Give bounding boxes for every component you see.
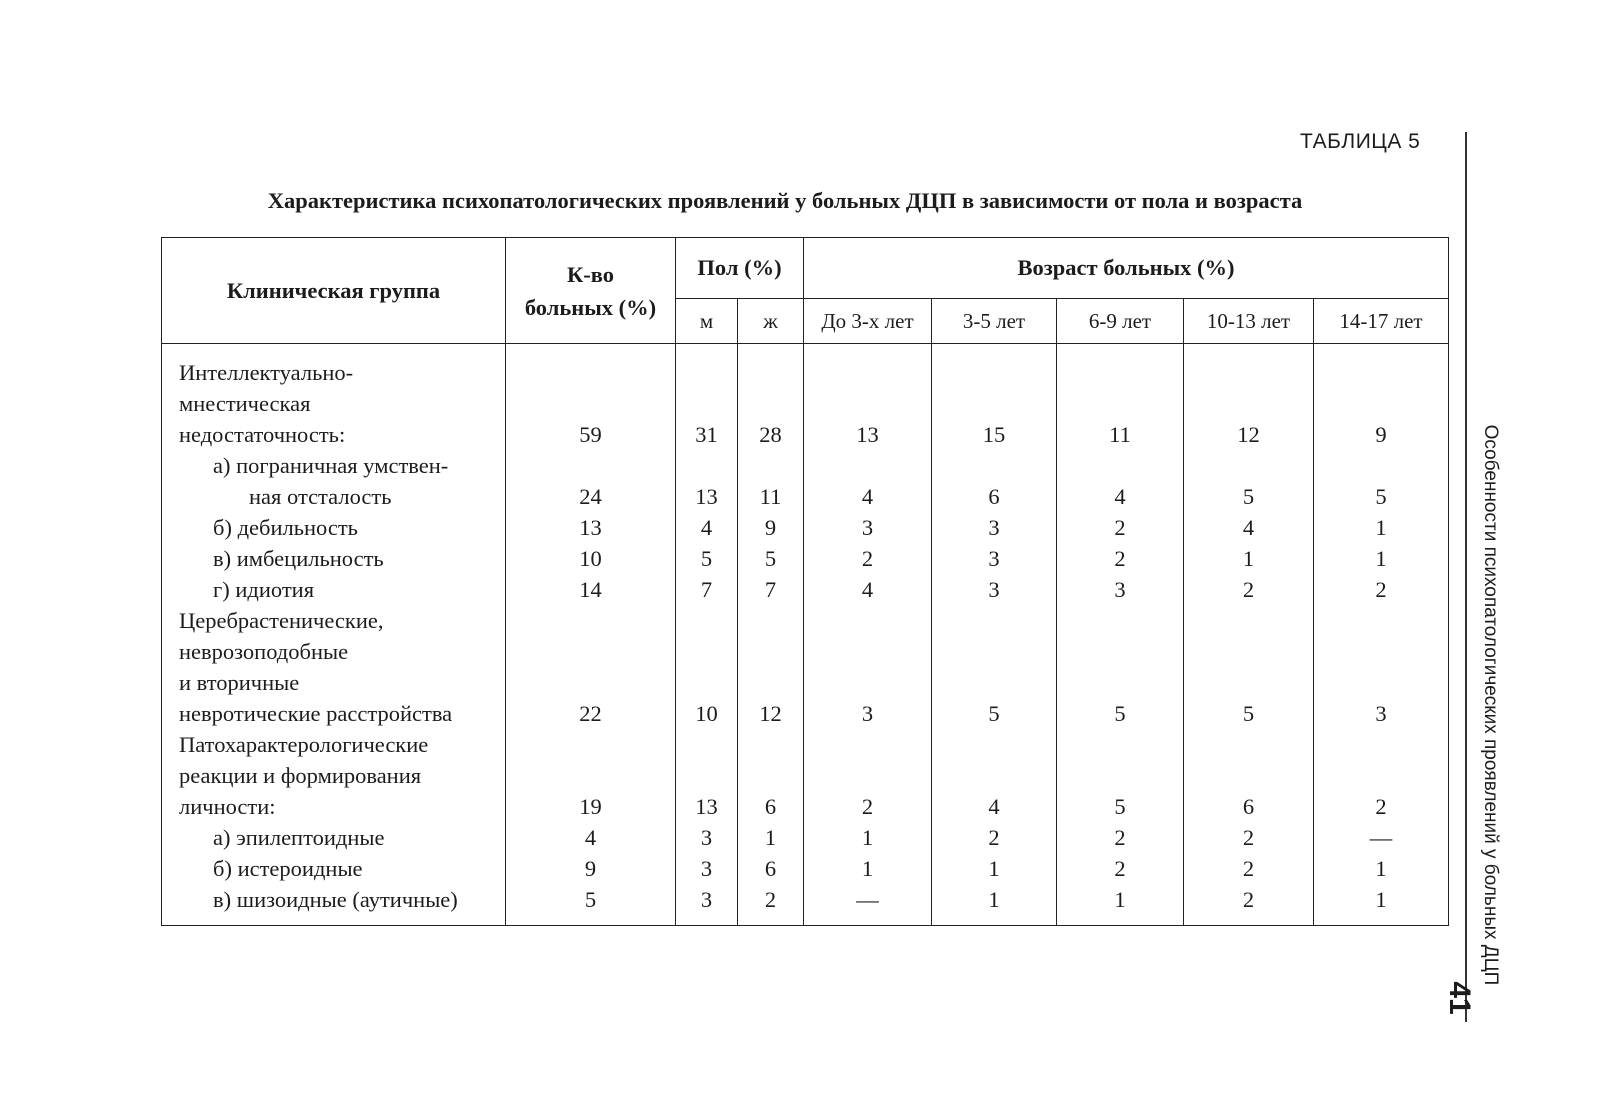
table-row (162, 636, 1449, 667)
table-row (162, 822, 1449, 853)
cell-value: 1 (1057, 884, 1184, 915)
row-label: невротические расстройства (162, 698, 506, 729)
cell-value (1184, 605, 1314, 636)
cell-value: 28 (738, 419, 804, 450)
cell-value: 11 (1057, 419, 1184, 450)
row-label: в) имбецильность (162, 543, 506, 574)
cell-value (1314, 760, 1449, 791)
table-row (162, 667, 1449, 698)
cell-value (1314, 667, 1449, 698)
table-row (162, 605, 1449, 636)
cell-value (738, 667, 804, 698)
cell-value (738, 636, 804, 667)
cell-value (804, 667, 932, 698)
cell-value: 1 (1314, 512, 1449, 543)
row-label: и вторичные (162, 667, 506, 698)
cell-value: 3 (1057, 574, 1184, 605)
cell-value: 10 (506, 543, 676, 574)
cell-value: 11 (738, 481, 804, 512)
cell-value (1057, 450, 1184, 481)
cell-value: 4 (932, 791, 1057, 822)
cell-value (1184, 388, 1314, 419)
table-row (162, 481, 1449, 512)
cell-value: 5 (738, 543, 804, 574)
cell-value (506, 388, 676, 419)
table-row (162, 450, 1449, 481)
cell-value (932, 357, 1057, 388)
cell-value: 12 (738, 698, 804, 729)
cell-value: 3 (932, 512, 1057, 543)
cell-value: 5 (1184, 698, 1314, 729)
cell-value: 9 (738, 512, 804, 543)
table-number: ТАБЛИЦА 5 (1300, 130, 1421, 153)
table-spacer-row (162, 344, 1449, 358)
cell-value: 6 (738, 791, 804, 822)
cell-value: 5 (1314, 481, 1449, 512)
running-title: Особенности психопатологических проявлений у больных ДЦП (1480, 424, 1501, 986)
cell-value (932, 636, 1057, 667)
cell-value (1314, 388, 1449, 419)
cell-value (804, 605, 932, 636)
header-age-group: 14-17 лет (1314, 299, 1449, 344)
cell-value: 3 (676, 884, 738, 915)
cell-value: 9 (506, 853, 676, 884)
row-label: неврозоподобные (162, 636, 506, 667)
page-side-rule (1465, 132, 1467, 1022)
cell-value (738, 450, 804, 481)
cell-value (676, 450, 738, 481)
row-label: Церебрастенические, (162, 605, 506, 636)
cell-value: 31 (676, 419, 738, 450)
cell-value: 2 (932, 822, 1057, 853)
cell-value: 2 (1184, 853, 1314, 884)
row-label: б) дебильность (162, 512, 506, 543)
cell-value: 3 (804, 698, 932, 729)
cell-value (932, 605, 1057, 636)
table-row (162, 853, 1449, 884)
cell-value: 12 (1184, 419, 1314, 450)
cell-value (1057, 388, 1184, 419)
cell-value (1314, 636, 1449, 667)
cell-value (1184, 357, 1314, 388)
row-label: мнестическая (162, 388, 506, 419)
cell-value: 9 (1314, 419, 1449, 450)
cell-value (1184, 636, 1314, 667)
cell-value (1184, 729, 1314, 760)
cell-value: 2 (1057, 822, 1184, 853)
cell-value: 4 (1184, 512, 1314, 543)
cell-value (1057, 667, 1184, 698)
cell-value: 5 (932, 698, 1057, 729)
cell-value (804, 388, 932, 419)
cell-value (738, 729, 804, 760)
cell-value (1057, 760, 1184, 791)
cell-value: 5 (1057, 791, 1184, 822)
row-label: ная отсталость (162, 481, 506, 512)
cell-value: 19 (506, 791, 676, 822)
header-patient-count (506, 238, 676, 344)
cell-value: 5 (676, 543, 738, 574)
header-age: Возраст больных (%) (804, 238, 1449, 299)
cell-value: 1 (738, 822, 804, 853)
cell-value (932, 450, 1057, 481)
cell-value (932, 729, 1057, 760)
cell-value (506, 357, 676, 388)
cell-value: 1 (804, 853, 932, 884)
cell-value: — (804, 884, 932, 915)
header-count-line1: К-во (566, 261, 615, 287)
cell-value: 3 (804, 512, 932, 543)
table-row (162, 884, 1449, 915)
cell-value (738, 357, 804, 388)
cell-value: 13 (506, 512, 676, 543)
table-spacer-row (162, 915, 1449, 926)
cell-value: 13 (804, 419, 932, 450)
cell-value: 4 (804, 481, 932, 512)
row-label: а) эпилептоидные (162, 822, 506, 853)
row-label: Патохарактерологические (162, 729, 506, 760)
cell-value (506, 667, 676, 698)
cell-value (932, 388, 1057, 419)
header-female: ж (738, 299, 804, 344)
header-age-group: 3-5 лет (932, 299, 1057, 344)
cell-value (804, 729, 932, 760)
cell-value (738, 388, 804, 419)
table-row (162, 729, 1449, 760)
cell-value: 1 (932, 884, 1057, 915)
table-row (162, 791, 1449, 822)
header-age-group: 10-13 лет (1184, 299, 1314, 344)
data-table (161, 237, 1449, 926)
row-label: недостаточность: (162, 419, 506, 450)
row-label: реакции и формирования (162, 760, 506, 791)
table-row (162, 419, 1449, 450)
cell-value: 6 (1184, 791, 1314, 822)
cell-value: 1 (1314, 543, 1449, 574)
cell-value: 5 (506, 884, 676, 915)
table-row (162, 698, 1449, 729)
header-age-group: До 3-х лет (804, 299, 932, 344)
cell-value (1057, 357, 1184, 388)
cell-value: 1 (1314, 853, 1449, 884)
row-label: личности: (162, 791, 506, 822)
table-body (162, 344, 1449, 926)
cell-value: 1 (1184, 543, 1314, 574)
cell-value: 2 (804, 791, 932, 822)
row-label: г) идиотия (162, 574, 506, 605)
cell-value: 13 (676, 791, 738, 822)
cell-value: 2 (1184, 822, 1314, 853)
cell-value: 4 (506, 822, 676, 853)
cell-value (1057, 729, 1184, 760)
cell-value (738, 605, 804, 636)
cell-value: 5 (1057, 698, 1184, 729)
cell-value: 3 (676, 853, 738, 884)
cell-value: 2 (738, 884, 804, 915)
cell-value (1057, 605, 1184, 636)
cell-value (932, 760, 1057, 791)
cell-value: 4 (1057, 481, 1184, 512)
cell-value (1184, 667, 1314, 698)
table-row (162, 357, 1449, 388)
cell-value (1184, 760, 1314, 791)
table-caption: Характеристика психопатологических проявлений у больных ДЦП в зависимости от пола и возраста (267, 188, 1303, 213)
cell-value (804, 760, 932, 791)
header-male: м (676, 299, 738, 344)
cell-value (676, 357, 738, 388)
cell-value (804, 636, 932, 667)
cell-value (804, 450, 932, 481)
cell-value (804, 357, 932, 388)
cell-value (1314, 357, 1449, 388)
cell-value: 13 (676, 481, 738, 512)
row-label: б) истероидные (162, 853, 506, 884)
cell-value (1314, 729, 1449, 760)
row-label: а) пограничная умствен- (162, 450, 506, 481)
cell-value: 7 (676, 574, 738, 605)
cell-value (676, 388, 738, 419)
cell-value: 2 (1184, 884, 1314, 915)
header-age-group: 6-9 лет (1057, 299, 1184, 344)
cell-value (1057, 636, 1184, 667)
cell-value (676, 667, 738, 698)
cell-value (932, 667, 1057, 698)
cell-value: 1 (804, 822, 932, 853)
cell-value (506, 729, 676, 760)
cell-value (506, 450, 676, 481)
table-row (162, 543, 1449, 574)
page-number: 41 (1443, 981, 1476, 1015)
cell-value: 3 (932, 574, 1057, 605)
cell-value (506, 605, 676, 636)
cell-value: 2 (1314, 791, 1449, 822)
cell-value: 2 (1314, 574, 1449, 605)
header-clinical-group: Клиническая группа (162, 238, 506, 344)
cell-value: 2 (1057, 543, 1184, 574)
table-row (162, 388, 1449, 419)
table-row (162, 512, 1449, 543)
cell-value (676, 760, 738, 791)
cell-value: 2 (1057, 853, 1184, 884)
cell-value (506, 636, 676, 667)
cell-value: 14 (506, 574, 676, 605)
cell-value: 3 (676, 822, 738, 853)
cell-value (506, 760, 676, 791)
cell-value: 2 (1184, 574, 1314, 605)
cell-value: 3 (1314, 698, 1449, 729)
cell-value: 10 (676, 698, 738, 729)
cell-value (676, 729, 738, 760)
cell-value: 2 (1057, 512, 1184, 543)
cell-value: 4 (676, 512, 738, 543)
cell-value: 7 (738, 574, 804, 605)
cell-value: — (1314, 822, 1449, 853)
cell-value: 1 (1314, 884, 1449, 915)
cell-value (676, 636, 738, 667)
cell-value: 5 (1184, 481, 1314, 512)
cell-value: 3 (932, 543, 1057, 574)
cell-value: 59 (506, 419, 676, 450)
cell-value: 15 (932, 419, 1057, 450)
cell-value: 22 (506, 698, 676, 729)
cell-value (676, 605, 738, 636)
row-label: в) шизоидные (аутичные) (162, 884, 506, 915)
header-count-line2: больных (%) (524, 294, 657, 320)
cell-value: 1 (932, 853, 1057, 884)
row-label: Интеллектуально- (162, 357, 506, 388)
table-row (162, 760, 1449, 791)
table-row (162, 574, 1449, 605)
cell-value (1314, 450, 1449, 481)
cell-value: 6 (932, 481, 1057, 512)
cell-value (1184, 450, 1314, 481)
cell-value: 2 (804, 543, 932, 574)
cell-value: 6 (738, 853, 804, 884)
header-sex: Пол (%) (676, 238, 804, 299)
cell-value: 4 (804, 574, 932, 605)
cell-value: 24 (506, 481, 676, 512)
cell-value (738, 760, 804, 791)
cell-value (1314, 605, 1449, 636)
